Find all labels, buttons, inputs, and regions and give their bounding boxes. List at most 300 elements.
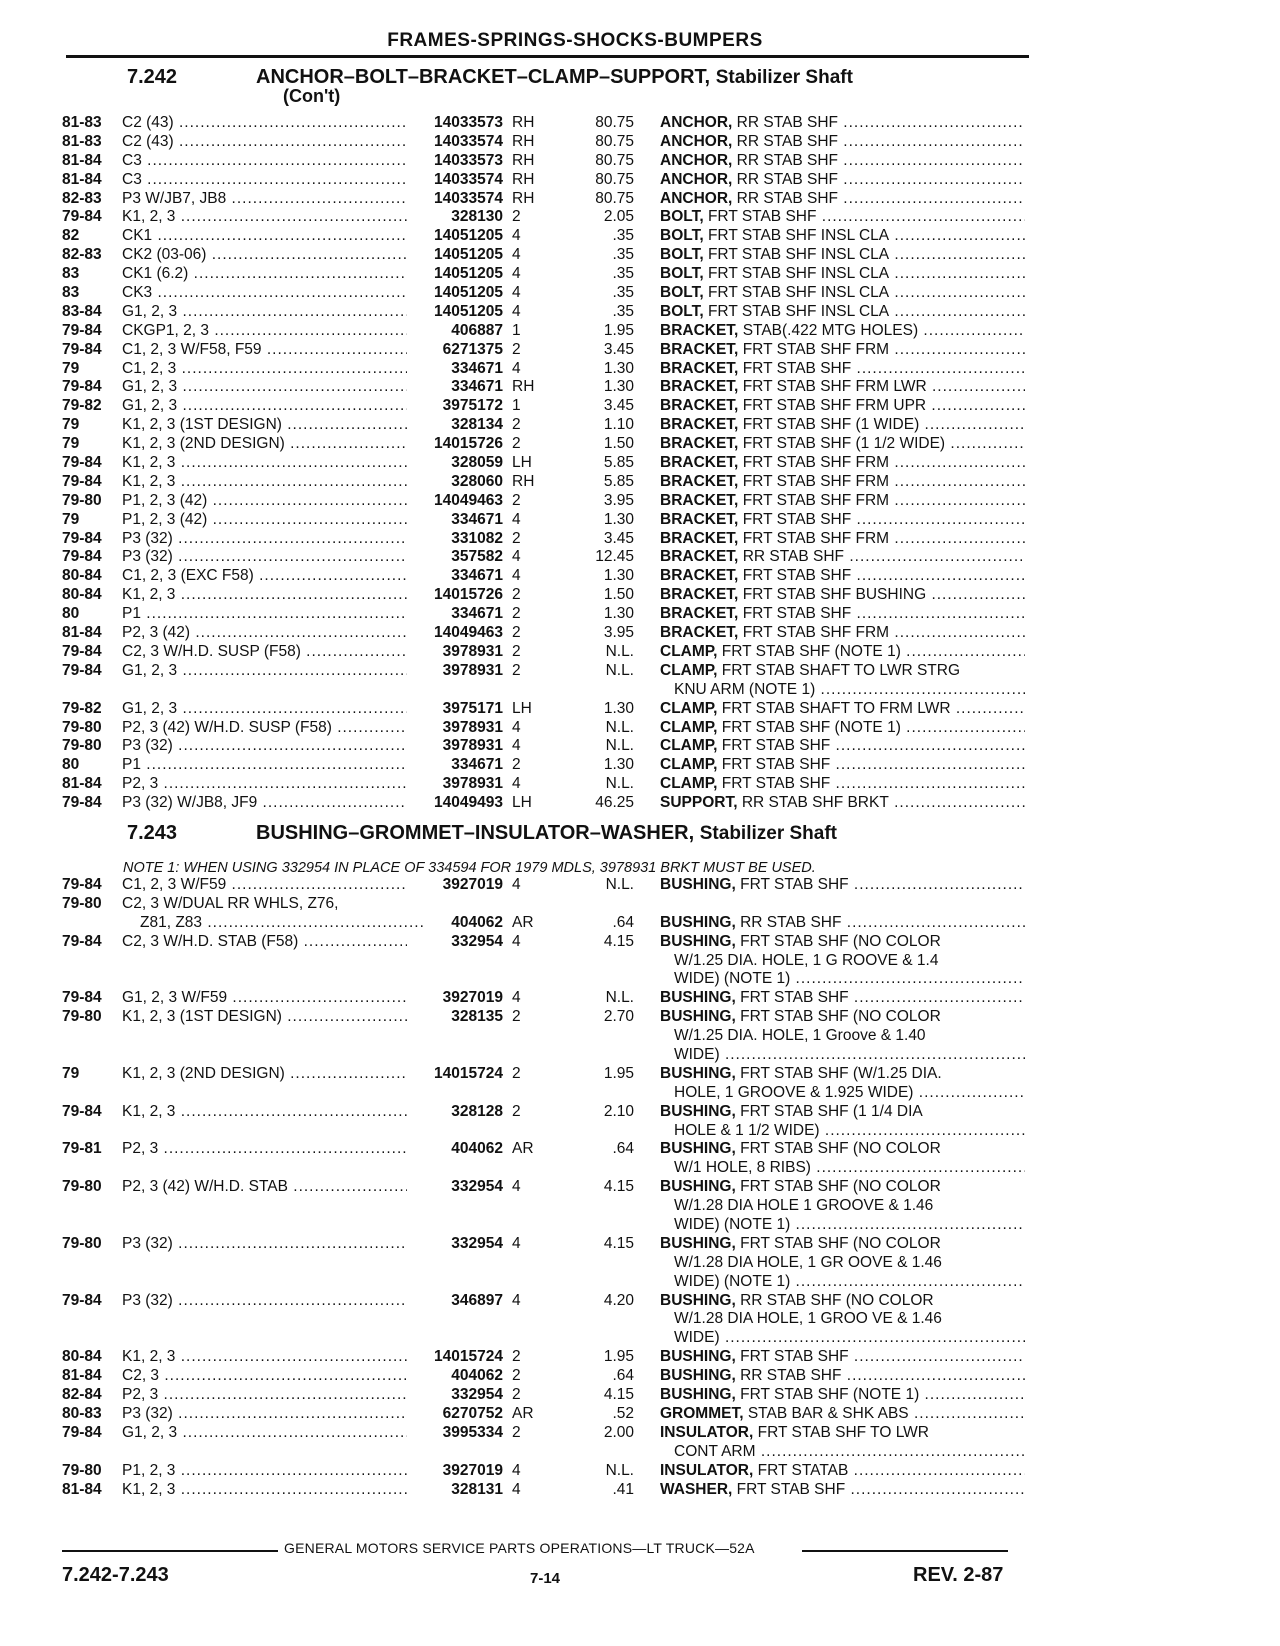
table-row <box>0 378 1280 397</box>
description <box>660 492 1025 511</box>
description-keyword: BRACKET, <box>660 548 739 566</box>
model-year: 79-80 <box>62 1234 102 1252</box>
description-keyword: SUPPORT, <box>660 794 738 812</box>
quantity: 2 <box>512 435 521 453</box>
model-year: 81-84 <box>62 624 102 642</box>
description-text: FRT STAB SHF <box>742 510 852 528</box>
table-row-continuation <box>0 1159 1280 1178</box>
table-row-continuation <box>0 1197 1280 1216</box>
quantity: 2 <box>512 642 521 660</box>
model-code: K1, 2, 3 ..... <box>122 1103 407 1122</box>
model-code: C1, 2, 3 W/F59 ..... <box>122 876 407 895</box>
quantity: 4 <box>512 227 521 245</box>
model-year: 79-84 <box>62 876 102 893</box>
description <box>660 567 1025 586</box>
part-number: 3927019 <box>442 1461 503 1479</box>
model-code: G1, 2, 3 ..... <box>122 303 407 322</box>
model-code: G1, 2, 3 ..... <box>122 397 407 416</box>
description-keyword: ANCHOR, <box>660 132 733 150</box>
quantity: RH <box>512 151 535 169</box>
model-year: 83 <box>62 265 80 283</box>
part-number: 332954 <box>451 1386 503 1404</box>
table-row <box>0 794 1280 813</box>
model-year: 79-80 <box>62 894 102 912</box>
model-code: P1, 2, 3 ..... <box>122 1462 407 1481</box>
description <box>660 133 1025 152</box>
description <box>660 303 1025 322</box>
part-number: 14033574 <box>434 170 503 188</box>
table-row-continuation <box>0 1443 1280 1462</box>
table-row <box>0 914 1280 933</box>
model-code: K1, 2, 3 (1ST DESIGN) ..... <box>122 1008 407 1027</box>
table-row <box>0 1292 1280 1311</box>
table-row <box>0 719 1280 738</box>
section-note: NOTE 1: WHEN USING 332954 IN PLACE OF 334594 FOR 1979 MDLS, 3978931 BRKT MUST BE USED. <box>123 860 816 876</box>
description-keyword: BRACKET, <box>660 454 739 472</box>
model-year: 79-84 <box>62 208 102 226</box>
description <box>660 208 1025 227</box>
quantity: 4 <box>512 1234 521 1252</box>
description-continuation: HOLE & 1 1/2 WIDE) ..... <box>674 1122 1025 1141</box>
model-code: P3 (32) ..... <box>122 1235 407 1254</box>
description-text: FRT STAB SHF <box>740 989 849 1007</box>
quantity: 4 <box>512 876 521 893</box>
table-row <box>0 933 1280 952</box>
model-year: 82-83 <box>62 189 102 207</box>
price: N.L. <box>605 1461 634 1479</box>
quantity: 4 <box>512 737 521 755</box>
price: 1.10 <box>603 416 634 434</box>
table-row-continuation <box>0 1122 1280 1141</box>
table-row-continuation <box>0 1046 1280 1065</box>
description <box>660 662 1025 681</box>
part-number: 14033574 <box>434 189 503 207</box>
quantity: 2 <box>512 605 521 623</box>
description-text: RR STAB SHF <box>736 170 838 188</box>
price: 4.15 <box>603 1234 634 1252</box>
model-code: P2, 3 (42) W/H.D. STAB ..... <box>122 1178 407 1197</box>
quantity: 2 <box>512 416 521 434</box>
model-code: CK1 (6.2) ..... <box>122 265 407 284</box>
table-row <box>0 1140 1280 1159</box>
model-code: P2, 3 (42) ..... <box>122 624 407 643</box>
model-code: C2, 3 W/H.D. SUSP (F58) ..... <box>122 643 407 662</box>
table-row <box>0 1235 1280 1254</box>
model-code: G1, 2, 3 ..... <box>122 378 407 397</box>
description-text: FRT STAB SHAFT TO LWR STRG <box>721 661 961 679</box>
description-text: FRT STAB SHF FRM UPR <box>742 397 927 415</box>
description <box>660 1140 1025 1159</box>
table-row <box>0 700 1280 719</box>
table-row <box>0 227 1280 246</box>
description <box>660 700 1025 719</box>
part-number: 14051205 <box>434 265 503 283</box>
quantity: LH <box>512 454 532 472</box>
description-keyword: BRACKET, <box>660 435 739 453</box>
part-number: 328134 <box>451 416 503 434</box>
model-year: 80-83 <box>62 1404 102 1422</box>
description-text: FRT STAB SHF TO LWR <box>757 1423 929 1441</box>
part-number: 334671 <box>451 378 503 396</box>
price: N.L. <box>605 718 634 736</box>
description <box>660 643 1025 662</box>
description <box>660 933 1025 952</box>
table-row <box>0 624 1280 643</box>
description-keyword: INSULATOR, <box>660 1423 754 1441</box>
description-keyword: ANCHOR, <box>660 151 733 169</box>
part-number: 332954 <box>451 932 503 950</box>
price: .35 <box>612 284 634 302</box>
description-text: FRT STAB SHF BUSHING <box>742 586 927 604</box>
price: 2.05 <box>603 208 634 226</box>
part-number: 334671 <box>451 605 503 623</box>
part-number: 334671 <box>451 359 503 377</box>
table-row <box>0 1065 1280 1084</box>
description <box>660 171 1025 190</box>
section-title <box>256 822 837 845</box>
description-keyword: ANCHOR, <box>660 189 733 207</box>
table-row <box>0 416 1280 435</box>
quantity: 2 <box>512 208 521 226</box>
table-row <box>0 605 1280 624</box>
part-number: 404062 <box>451 1140 503 1158</box>
description-text: RR STAB SHF <box>740 1367 842 1385</box>
description-continuation: WIDE) (NOTE 1) ..... <box>674 1273 1025 1292</box>
description-text: FRT STAB SHF (NO COLOR <box>740 1178 941 1196</box>
quantity: 4 <box>512 1461 521 1479</box>
part-number: 3978931 <box>442 737 503 755</box>
price: N.L. <box>605 661 634 679</box>
model-code: C2 (43) ..... <box>122 114 407 133</box>
table-row <box>0 1178 1280 1197</box>
part-number: 3978931 <box>442 661 503 679</box>
model-code: P1 ..... <box>122 605 407 624</box>
model-code: K1, 2, 3 ..... <box>122 208 407 227</box>
price: N.L. <box>605 876 634 893</box>
description-text: FRT STAB SHF (NO COLOR <box>740 932 941 950</box>
part-number: 3995334 <box>442 1423 503 1441</box>
description-keyword: CLAMP, <box>660 737 718 755</box>
price: N.L. <box>605 642 634 660</box>
description-text: FRT STAB SHF (NO COLOR <box>740 1234 941 1252</box>
description-keyword: BUSHING, <box>660 913 736 931</box>
description <box>660 1405 1025 1424</box>
description-text: FRT STAB SHF <box>742 605 852 623</box>
table-row <box>0 1348 1280 1367</box>
part-number: 14033574 <box>434 132 503 150</box>
model-year: 79 <box>62 359 80 377</box>
model-year: 81-83 <box>62 132 102 150</box>
price: 3.45 <box>603 397 634 415</box>
model-year: 79-84 <box>62 661 102 679</box>
table-row <box>0 208 1280 227</box>
part-number: 6270752 <box>442 1404 503 1422</box>
price: 1.30 <box>603 699 634 717</box>
description-keyword: BRACKET, <box>660 359 739 377</box>
table-row <box>0 567 1280 586</box>
quantity: 4 <box>512 284 521 302</box>
description <box>660 1292 1025 1311</box>
description-text: FRT STAB SHF FRM <box>742 529 890 547</box>
price: 80.75 <box>595 170 634 188</box>
description-text: FRT STAB SHF (1 WIDE) <box>742 416 920 434</box>
description-text: STAB(.422 MTG HOLES) <box>742 321 919 339</box>
quantity: AR <box>512 1140 534 1158</box>
part-number: 3978931 <box>442 718 503 736</box>
description-continuation: WIDE) (NOTE 1) ..... <box>674 970 1025 989</box>
model-code: K1, 2, 3 ..... <box>122 454 407 473</box>
description-keyword: GROMMET, <box>660 1404 744 1422</box>
model-code: K1, 2, 3 ..... <box>122 1348 407 1367</box>
model-year: 79-84 <box>62 1291 102 1309</box>
description-text: RR STAB SHF <box>740 913 842 931</box>
description-keyword: BUSHING, <box>660 1234 736 1252</box>
part-number: 14015726 <box>434 435 503 453</box>
quantity: RH <box>512 114 535 131</box>
description <box>660 473 1025 492</box>
description-text: FRT STAB SHF FRM <box>742 624 890 642</box>
model-code: C2, 3 W/H.D. STAB (F58) ..... <box>122 933 407 952</box>
model-year: 79-84 <box>62 794 102 812</box>
price: 3.45 <box>603 340 634 358</box>
quantity: 2 <box>512 1348 521 1366</box>
part-number: 334671 <box>451 510 503 528</box>
price: 1.50 <box>603 435 634 453</box>
model-code: C1, 2, 3 ..... <box>122 360 407 379</box>
part-number: 332954 <box>451 1178 503 1196</box>
price: 1.30 <box>603 756 634 774</box>
table-row-continuation <box>0 1310 1280 1329</box>
table-row <box>0 133 1280 152</box>
table-row <box>0 1386 1280 1405</box>
model-year: 79-81 <box>62 1140 102 1158</box>
model-code: P2, 3 (42) W/H.D. SUSP (F58) ..... <box>122 719 407 738</box>
part-number: 406887 <box>451 321 503 339</box>
section-number: 7.242 <box>127 66 178 88</box>
model-year: 80 <box>62 756 80 774</box>
part-number: 14015724 <box>434 1348 503 1366</box>
model-year: 81-84 <box>62 1480 102 1498</box>
quantity: 1 <box>512 321 521 339</box>
price: 46.25 <box>595 794 634 812</box>
price: 1.30 <box>603 359 634 377</box>
description-keyword: BOLT, <box>660 227 704 245</box>
description-keyword: BRACKET, <box>660 586 739 604</box>
description-keyword: CLAMP, <box>660 756 718 774</box>
section-title-sub: Stabilizer Shaft <box>699 823 837 844</box>
model-year: 79-80 <box>62 1008 102 1026</box>
description <box>660 1481 1025 1500</box>
footer-section-range: 7.242-7.243 <box>62 1564 169 1586</box>
model-year: 79 <box>62 510 80 528</box>
quantity: 2 <box>512 1423 521 1441</box>
price: 4.15 <box>603 1386 634 1404</box>
description-keyword: BUSHING, <box>660 1386 736 1404</box>
description-text: FRT STAB SHF <box>721 756 831 774</box>
description <box>660 378 1025 397</box>
description-keyword: BRACKET, <box>660 416 739 434</box>
model-year: 81-83 <box>62 114 102 131</box>
table-row-continuation <box>0 1084 1280 1103</box>
header-rule <box>66 55 1029 58</box>
part-number: 331082 <box>451 529 503 547</box>
table-row <box>0 1103 1280 1122</box>
model-code: P1 ..... <box>122 756 407 775</box>
model-code: C3 ..... <box>122 171 407 190</box>
footer-page-number: 7-14 <box>530 1570 561 1587</box>
description-text: RR STAB SHF BRKT <box>741 794 889 812</box>
part-number: 14049493 <box>434 794 503 812</box>
part-number: 3927019 <box>442 989 503 1007</box>
table-row-continuation <box>0 970 1280 989</box>
description <box>660 756 1025 775</box>
price: .41 <box>612 1480 634 1498</box>
section-continued: (Con't) <box>283 86 341 106</box>
model-code: C2 (43) ..... <box>122 133 407 152</box>
footer-publisher: GENERAL MOTORS SERVICE PARTS OPERATIONS—LT TRUCK—52A <box>284 1540 755 1556</box>
table-row <box>0 284 1280 303</box>
part-number: 6271375 <box>442 340 503 358</box>
description <box>660 775 1025 794</box>
model-code: C1, 2, 3 W/F58, F59 ..... <box>122 341 407 360</box>
model-code: P3 (32) ..... <box>122 530 407 549</box>
description <box>660 876 1025 895</box>
model-code: G1, 2, 3 ..... <box>122 700 407 719</box>
model-code: P2, 3 ..... <box>122 1140 407 1159</box>
quantity: 2 <box>512 624 521 642</box>
model-code: CK2 (03-06) ..... <box>122 246 407 265</box>
description-continuation: W/1.28 DIA HOLE, 1 GROO VE & 1.46 <box>674 1310 942 1328</box>
description-keyword: CLAMP, <box>660 642 718 660</box>
model-year: 79-84 <box>62 378 102 396</box>
model-year: 79-84 <box>62 989 102 1007</box>
model-code: C3 ..... <box>122 152 407 171</box>
description-text: RR STAB SHF <box>736 114 838 131</box>
quantity: 4 <box>512 932 521 950</box>
description-keyword: WASHER, <box>660 1480 733 1498</box>
parts-table-7-242 <box>0 114 1280 813</box>
price: 1.95 <box>603 1348 634 1366</box>
table-row <box>0 265 1280 284</box>
description-text: FRT STAB SHF (NO COLOR <box>740 1008 941 1026</box>
table-row <box>0 190 1280 209</box>
description-keyword: BOLT, <box>660 265 704 283</box>
description <box>660 360 1025 379</box>
table-row <box>0 775 1280 794</box>
quantity: 4 <box>512 1291 521 1309</box>
description <box>660 1386 1025 1405</box>
description <box>660 341 1025 360</box>
description-continuation: W/1.25 DIA. HOLE, 1 G ROOVE & 1.4 <box>674 951 939 969</box>
description-keyword: CLAMP, <box>660 775 718 793</box>
model-year: 79-84 <box>62 529 102 547</box>
quantity: AR <box>512 1404 534 1422</box>
description-text: FRT STAB SHF (W/1.25 DIA. <box>740 1064 942 1082</box>
table-row <box>0 756 1280 775</box>
description <box>660 265 1025 284</box>
part-number: 14049463 <box>434 491 503 509</box>
quantity: RH <box>512 170 535 188</box>
description-keyword: BRACKET, <box>660 340 739 358</box>
model-code: P2, 3 ..... <box>122 1386 407 1405</box>
price: .64 <box>612 1367 634 1385</box>
model-code: P3 W/JB7, JB8 ..... <box>122 190 407 209</box>
quantity: 4 <box>512 246 521 264</box>
quantity: RH <box>512 132 535 150</box>
quantity: 2 <box>512 340 521 358</box>
description-continuation: WIDE) ..... <box>674 1329 1025 1348</box>
model-code: P3 (32) ..... <box>122 548 407 567</box>
part-number: 3975172 <box>442 397 503 415</box>
description-keyword: BRACKET, <box>660 624 739 642</box>
description <box>660 989 1025 1008</box>
price: .35 <box>612 302 634 320</box>
table-row <box>0 895 1280 914</box>
model-year: 79-84 <box>62 454 102 472</box>
quantity: AR <box>512 913 534 931</box>
table-row <box>0 989 1280 1008</box>
description-keyword: INSULATOR, <box>660 1461 754 1479</box>
table-row <box>0 152 1280 171</box>
part-number: 3978931 <box>442 775 503 793</box>
model-code: CK3 ..... <box>122 284 407 303</box>
price: 3.95 <box>603 491 634 509</box>
part-number: 14033573 <box>434 114 503 131</box>
model-year: 80-84 <box>62 586 102 604</box>
price: 5.85 <box>603 472 634 490</box>
price: 1.50 <box>603 586 634 604</box>
part-number: 3975171 <box>442 699 503 717</box>
table-row <box>0 1405 1280 1424</box>
model-code: P1, 2, 3 (42) ..... <box>122 492 407 511</box>
model-year: 81-84 <box>62 151 102 169</box>
table-row <box>0 586 1280 605</box>
description <box>660 246 1025 265</box>
description <box>660 1178 1025 1197</box>
price: 1.30 <box>603 510 634 528</box>
model-code: C2, 3 ..... <box>122 1367 407 1386</box>
section-title <box>256 66 853 89</box>
price: 5.85 <box>603 454 634 472</box>
quantity: LH <box>512 794 532 812</box>
model-code: K1, 2, 3 (2ND DESIGN) ..... <box>122 435 407 454</box>
parts-table-7-243 <box>0 876 1280 1499</box>
description-keyword: BUSHING, <box>660 1367 736 1385</box>
model-code: K1, 2, 3 (1ST DESIGN) ..... <box>122 416 407 435</box>
description <box>660 152 1025 171</box>
description <box>660 794 1025 813</box>
model-year: 79 <box>62 416 80 434</box>
table-row <box>0 737 1280 756</box>
part-number: 346897 <box>451 1291 503 1309</box>
description <box>660 454 1025 473</box>
model-year: 79-82 <box>62 397 102 415</box>
quantity: 4 <box>512 359 521 377</box>
model-code: CK1 ..... <box>122 227 407 246</box>
model-year: 79-84 <box>62 340 102 358</box>
model-code: G1, 2, 3 ..... <box>122 662 407 681</box>
description-text: FRT STAB SHF (NOTE 1) <box>740 1386 920 1404</box>
description-keyword: CLAMP, <box>660 718 718 736</box>
part-number: 334671 <box>451 567 503 585</box>
description-text: FRT STATAB <box>757 1461 849 1479</box>
part-number: 332954 <box>451 1234 503 1252</box>
description-text: FRT STAB SHF FRM LWR <box>742 378 927 396</box>
description-text: RR STAB SHF <box>736 189 838 207</box>
part-number: 357582 <box>451 548 503 566</box>
description <box>660 719 1025 738</box>
price: 4.15 <box>603 1178 634 1196</box>
